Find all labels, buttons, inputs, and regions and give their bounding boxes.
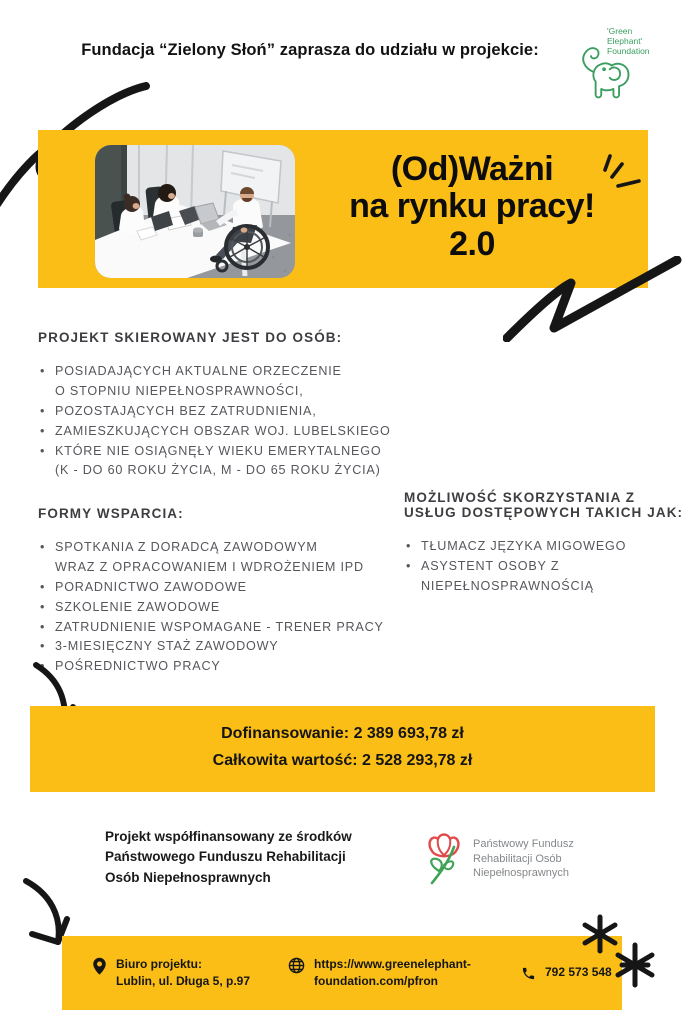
bullet-line: NIEPEŁNOSPRAWNOŚCIĄ	[421, 578, 594, 593]
bullet-line: (K - DO 60 ROKU ŻYCIA, M - DO 65 ROKU ŻYCIA)	[55, 463, 381, 478]
office-text	[116, 956, 266, 991]
phone-number: 792 573 548	[545, 965, 612, 980]
list-item	[38, 657, 448, 677]
pfron-tulip-icon	[424, 831, 464, 887]
globe-icon	[288, 957, 305, 974]
list-item	[38, 422, 448, 442]
bullet-line: • ZATRUDNIENIE WSPOMAGANE - TRENER PRACY	[55, 619, 384, 634]
cofinancing-line: Osób Niepełnosprawnych	[105, 869, 271, 885]
office-address: Lublin, ul. Długa 5, p.97	[116, 974, 251, 988]
section-target-audience	[38, 330, 448, 481]
cofinancing-statement	[105, 827, 380, 888]
section-heading	[404, 490, 683, 520]
accessibility-bullet-list	[404, 537, 683, 597]
title-line-1: (Od)Ważni	[390, 150, 554, 188]
logo-wordmark	[607, 26, 669, 57]
office-meeting-photo	[95, 145, 295, 278]
list-item	[38, 598, 448, 618]
heading-line: MOŻLIWOŚĆ SKORZYSTANIA Z	[404, 490, 636, 505]
office-label: Biuro projektu:	[116, 956, 202, 971]
project-title	[300, 151, 644, 263]
list-item	[38, 578, 448, 598]
pfron-logo	[424, 831, 574, 887]
list-item	[38, 538, 448, 578]
bullet-line: • SPOTKANIA Z DORADCĄ ZAWODOWYM	[55, 540, 318, 554]
title-line-2: na rynku pracy!	[349, 187, 595, 226]
footer-office-block	[92, 956, 266, 991]
bullet-line: • POSIADAJĄCYCH AKTUALNE ORZECZENIE	[55, 364, 342, 378]
pfron-line: Rehabilitacji Osób	[473, 852, 562, 865]
location-pin-icon	[92, 957, 107, 976]
target-bullet-list	[38, 362, 448, 481]
section-heading: PROJEKT SKIEROWANY JEST DO OSÓB:	[38, 330, 343, 345]
bullet-line: O STOPNIU NIEPEŁNOSPRAWNOŚCI,	[55, 383, 304, 398]
cofinancing-line: Projekt współfinansowany ze środków	[105, 829, 352, 844]
pfron-line: Niepełnosprawnych	[473, 867, 569, 880]
bullet-line: • ASYSTENT OSOBY Z	[421, 558, 560, 573]
footer-contact-bar	[62, 936, 622, 1010]
section-heading: FORMY WSPARCIA:	[38, 506, 184, 521]
list-item	[38, 637, 448, 657]
list-item	[404, 537, 683, 557]
logo-line: 'Green	[607, 26, 633, 36]
bullet-line: • SZKOLENIE ZAWODOWE	[55, 599, 221, 614]
website-url: https://www.greenelephant-foundation.com/pfron	[314, 956, 471, 988]
funding-bar	[30, 706, 655, 792]
funding-line-calkowita: Całkowita wartość: 2 528 293,78 zł	[212, 751, 473, 769]
cofinancing-line: Państwowego Funduszu Rehabilitacji	[105, 849, 346, 865]
section-accessibility-services	[404, 490, 683, 597]
header-invitation-text: Fundacja “Zielony Słoń” zaprasza do udziału w projekcie:	[81, 41, 539, 59]
support-bullet-list	[38, 538, 448, 677]
bullet-line: • TŁUMACZ JĘZYKA MIGOWEGO	[421, 539, 627, 553]
section-support-forms	[38, 506, 448, 677]
bullet-line: WRAZ Z OPRACOWANIEM I WDROŻENIEM IPD	[55, 559, 364, 574]
funding-amounts	[30, 721, 655, 775]
list-item	[404, 557, 683, 597]
pfron-wordmark	[473, 837, 574, 881]
footer-phone-block	[521, 964, 612, 981]
phone-icon	[521, 966, 536, 981]
office-photo-illustration	[95, 145, 295, 278]
title-line-3: 2.0	[449, 224, 495, 263]
list-item	[38, 402, 448, 422]
pfron-line: Państwowy Fundusz	[473, 838, 574, 850]
green-elephant-logo	[573, 20, 669, 116]
heading-line: USŁUG DOSTĘPOWYCH TAKICH JAK:	[404, 505, 683, 520]
logo-line: Foundation	[607, 46, 650, 57]
hero-banner	[38, 130, 648, 288]
list-item	[38, 618, 448, 638]
funding-line-dofinansowanie: Dofinansowanie: 2 389 693,78 zł	[221, 725, 464, 742]
bullet-line: • KTÓRE NIE OSIĄGNĘŁY WIEKU EMERYTALNEGO	[55, 443, 382, 458]
bullet-line: • POZOSTAJĄCYCH BEZ ZATRUDNIENIA,	[55, 403, 317, 418]
bullet-line: • POŚREDNICTWO PRACY	[55, 659, 221, 674]
footer-website-block	[288, 956, 499, 991]
bullet-line: • PORADNICTWO ZAWODOWE	[55, 579, 247, 594]
list-item	[38, 442, 448, 482]
list-item	[38, 362, 448, 402]
logo-line: Elephant'	[607, 36, 643, 47]
bullet-line: • 3-MIESIĘCZNY STAŻ ZAWODOWY	[55, 639, 279, 654]
bullet-line: • ZAMIESZKUJĄCYCH OBSZAR WOJ. LUBELSKIEGO	[55, 423, 391, 438]
